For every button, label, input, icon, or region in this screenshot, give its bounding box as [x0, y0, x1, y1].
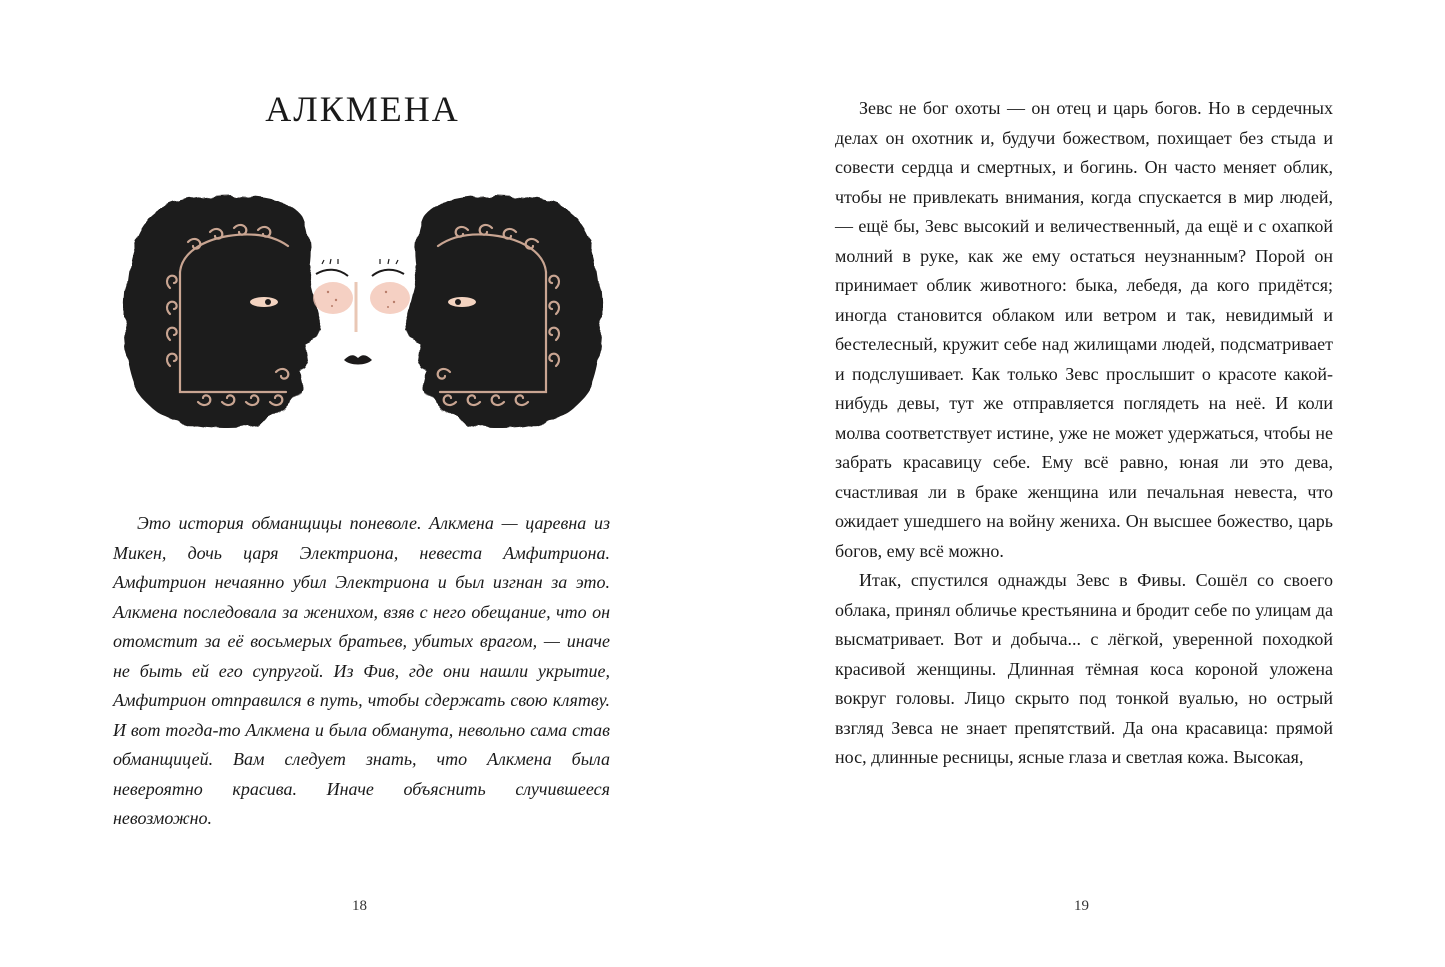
left-page [0, 0, 722, 967]
left-profile-head [125, 195, 323, 428]
chapter-intro [113, 509, 610, 834]
intro-paragraph: Это история обманщицы поневоле. Алкмена — царевна из Микен, дочь царя Электриона, невеста Амфитриона. Амфитрион нечаянно убил Электриона и был изгнан за это. Алкмена последовала за женихом, взяв с него обещание, что он отомстит за её восьмерых братьев, убитых врагом, — иначе не быть ей его супругой. Из Фив, где они нашли укрытие, Амфитрион отправился в путь, чтобы сдержать свою клятву. И вот тогда-то Алкмена и была обманута, невольно сама став обманщицей. Вам следует знать, что Алкмена была невероятно красива. Иначе объяснить случившееся невозможно. [113, 513, 610, 828]
page-number-left: 18 [352, 898, 367, 914]
woman-face [313, 259, 410, 365]
left-eye-icon [250, 297, 278, 307]
right-page [722, 0, 1445, 967]
right-profile-head [403, 195, 601, 428]
body-text [835, 94, 1333, 773]
page-number-right: 19 [1074, 898, 1089, 914]
illustration-profiles [118, 192, 608, 432]
body-paragraph: Итак, спустился однажды Зевс в Фивы. Сошёл со своего облака, принял обличье крестьянина и бродит себе по улицам да высматривает. Вот и добыча... с лёгкой, уверенной походкой красивой женщины. Длинная тёмная коса короной уложена вокруг головы. Лицо скрыто под тонкой вуалью, но острый взгляд Зевса не знает препятствий. Да она красавица: прямой нос, длинные ресницы, ясные глаза и светлая кожа. Высокая, [835, 570, 1333, 767]
chapter-title: АЛКМЕНА [265, 89, 460, 129]
body-paragraph: Зевс не бог охоты — он отец и царь богов. Но в сердечных делах он охотник и, будучи божеством, похищает без стыда и совести сердца и смертных, и богинь. Он часто меняет облик, чтобы не привлекать внимания, когда спускается в мир людей, — ещё бы, Зевс высокий и величественный, да ещё и с охапкой молний в руке, как же ему остаться неузнанным? Порой он принимает облик животного: быка, лебедя, да кого придётся; иногда становится облаком или ветром и так, невидимый и бестелесный, кружит себе над жилищами людей, подсматривает и подслушивает. Как только Зевс прослышит о красоте какой-нибудь девы, тут же отправляется поглядеть на неё. И коли молва соответствует истине, уже не может удержаться, чтобы не забрать красавицу себе. Ему всё равно, юная ли это дева, счастливая ли в браке женщина или печальная невеста, что ожидает ушедшего на войну жениха. Он высшее божество, царь богов, ему всё можно. [835, 98, 1333, 561]
